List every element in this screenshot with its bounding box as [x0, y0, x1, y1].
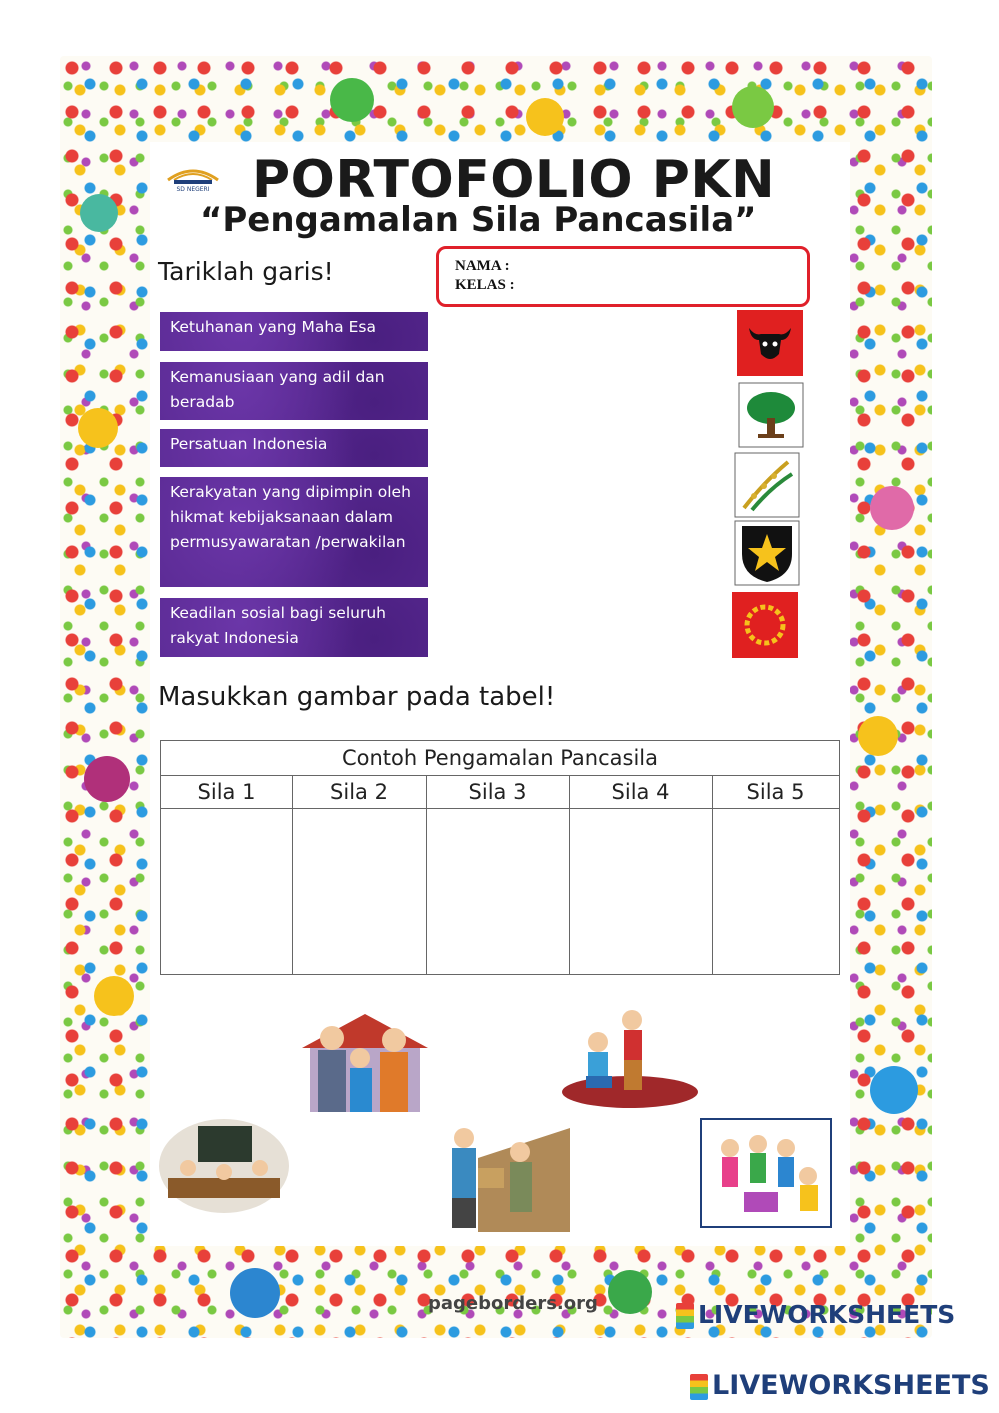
sila-4-label: Kerakyatan yang dipimpin oleh hikmat kebijaksanaan dalam permusyawaratan /perwakilan: [170, 483, 411, 551]
pageborders-credit: pageborders.org: [428, 1293, 598, 1314]
column-header-sila-3: Sila 3: [426, 775, 569, 809]
sun-icon: [78, 408, 118, 448]
page-title: PORTOFOLIO PKN: [252, 150, 776, 210]
page-subtitle: “Pengamalan Sila Pancasila”: [200, 200, 757, 240]
disaster-aid-picture[interactable]: [438, 1118, 570, 1232]
name-field[interactable]: [525, 258, 795, 276]
sun-icon: [858, 716, 898, 756]
star-shield-icon[interactable]: [734, 520, 800, 586]
sila-2-label: Kemanusiaan yang adil dan beradab: [170, 368, 385, 411]
table-heading: Masukkan gambar pada tabel!: [158, 682, 556, 712]
sila-1-box[interactable]: [160, 312, 428, 351]
column-header-sila-1: Sila 1: [161, 775, 292, 809]
planet-icon: [84, 756, 130, 802]
column-header-sila-4: Sila 4: [569, 775, 712, 809]
sila-4-box[interactable]: [160, 477, 428, 587]
chain-icon[interactable]: [732, 592, 798, 658]
sila-5-label: Keadilan sosial bagi seluruh rakyat Indonesia: [170, 604, 386, 647]
classroom-discussion-picture[interactable]: [158, 1118, 290, 1214]
sila-5-box[interactable]: [160, 598, 428, 657]
planet-icon: [80, 194, 118, 232]
sila-3-box[interactable]: [160, 429, 428, 467]
liveworksheets-footer-logo[interactable]: [690, 1370, 990, 1401]
rice-cotton-icon[interactable]: [734, 452, 800, 518]
drop-zone-sila-1[interactable]: [161, 809, 292, 974]
liveworksheets-mark-icon: [690, 1374, 708, 1400]
school-logo-icon: [164, 158, 222, 192]
column-header-sila-2: Sila 2: [292, 775, 426, 809]
children-cooperation-picture[interactable]: [700, 1118, 832, 1228]
column-header-sila-5: Sila 5: [712, 775, 839, 809]
logo-text: SD NEGERI: [176, 186, 210, 192]
liveworksheets-inner-logo: [676, 1300, 955, 1329]
matching-heading: Tariklah garis!: [158, 257, 334, 286]
table-caption: Contoh Pengamalan Pancasila: [161, 741, 839, 776]
class-label: KELAS :: [455, 277, 515, 293]
helping-friend-picture[interactable]: [560, 1006, 700, 1110]
sila-1-label: Ketuhanan yang Maha Esa: [170, 318, 376, 336]
liveworksheets-inner-text: LIVEWORKSHEETS: [698, 1300, 956, 1329]
drop-zone-sila-3[interactable]: [426, 809, 569, 974]
drop-zone-sila-2[interactable]: [292, 809, 426, 974]
student-identity-box: [436, 246, 810, 307]
planet-icon: [870, 1066, 918, 1114]
drop-zone-sila-5[interactable]: [712, 809, 839, 974]
planet-icon: [230, 1268, 280, 1318]
sun-icon: [94, 976, 134, 1016]
pancasila-example-table: [160, 740, 840, 975]
banyan-tree-icon[interactable]: [738, 382, 804, 448]
sila-2-box[interactable]: [160, 362, 428, 420]
sun-icon: [526, 98, 564, 136]
praying-family-picture[interactable]: [298, 1008, 432, 1116]
planet-icon: [870, 486, 914, 530]
bull-head-icon[interactable]: [737, 310, 803, 376]
liveworksheets-footer-text: LIVEWORKSHEETS: [712, 1370, 990, 1401]
liveworksheets-mark-icon: [676, 1303, 694, 1329]
name-label: NAMA :: [455, 258, 510, 274]
planet-icon: [330, 78, 374, 122]
sila-3-label: Persatuan Indonesia: [170, 435, 328, 453]
class-field[interactable]: [525, 277, 795, 295]
planet-icon: [732, 86, 774, 128]
drop-zone-sila-4[interactable]: [569, 809, 712, 974]
planet-icon: [608, 1270, 652, 1314]
